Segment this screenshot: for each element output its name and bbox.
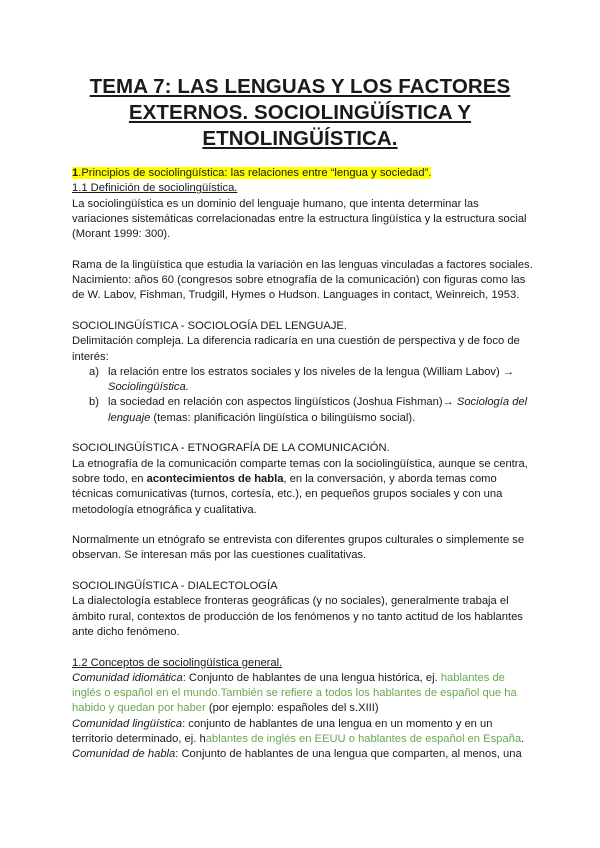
list-marker: a) [89, 365, 99, 378]
comunidad-linguistica-term: Comunidad lingüística [72, 717, 183, 730]
linguistica-example: ablantes de inglés en EEUU o hablantes de español en España [205, 732, 522, 745]
section-1-heading-text: .Principios de sociolingüística: las relaciones entre “lengua y sociedad”. [78, 167, 432, 179]
etnografia-paragraph-1: La etnografía de la comunicación comparte temas con la sociolingüística, aunque se centra, sobre todo, en acontecimientos de habla, en la conversación, y aborda temas como técnicas comunicativas (turnos, cortesía, etc.), en pequeños grupos sociales y con una metodología etnográfica y cualitativa. [72, 457, 528, 516]
subsection-1-1-heading: 1.1 Definición de sociolingüística. [72, 182, 238, 195]
sociologia-lenguaje-list [72, 365, 534, 426]
comunidad-idiomatica-term: Comunidad idiomática [72, 671, 183, 684]
dialectologia-heading: SOCIOLINGÜÍSTICA - DIALECTOLOGÍA [72, 580, 278, 593]
list-item [72, 395, 534, 426]
comunidad-habla-term: Comunidad de habla [72, 748, 176, 761]
comunidad-idiomatica-paragraph: Comunidad idiomática: Conjunto de hablantes de una lengua histórica, ej. hablantes de inglés o español en el mundo.También se refiere a todos los hablantes de español que ha habido y quedan por haber (por ejemplo: españoles del s.XIII) [72, 671, 517, 715]
list-item [72, 365, 534, 396]
title-line-3: ETNOLINGÜÍSTICA. [202, 127, 398, 150]
list-item-italic: Sociolingüística. [108, 381, 189, 394]
definition-paragraph: La sociolingüística es un dominio del lenguaje humano, que intenta determinar las variaciones sistemáticas correlacionadas entre la estructura lingüística y la estructura social (Morant 1999: 300). [72, 197, 527, 241]
subsection-1-2-heading: 1.2 Conceptos de sociolingüística general. [72, 656, 283, 669]
etnografia-paragraph-2: Normalmente un etnógrafo se entrevista con diferentes grupos culturales o simplemente se observan. Se interesan más por las cuestiones cualitativas. [72, 534, 525, 562]
title-line-1: TEMA 7: LAS LENGUAS Y LOS FACTORES [89, 75, 511, 98]
rama-paragraph: Rama de la lingüística que estudia la variación en las lenguas vinculadas a factores sociales. [72, 258, 533, 271]
list-item-text: la relación entre los estratos sociales y los niveles de la lengua (William Labov) → [108, 365, 515, 378]
list-item-italic: Sociología del lenguaje [108, 396, 528, 424]
sociologia-lenguaje-heading: SOCIOLINGÜÍSTICA - SOCIOLOGÍA DEL LENGUAJE. [72, 319, 347, 332]
dialectologia-paragraph: La dialectología establece fronteras geográficas (y no sociales), generalmente trabaja el ámbito rural, contextos de producción de los fenómenos y no tanto actitud de los hablantes ante dicho fenómeno. [72, 595, 523, 638]
idiomatica-example: hablantes de inglés o español en el mundo.También se refiere a todos los hablantes de español que ha habido y quedan por haber [72, 671, 517, 715]
sociologia-lenguaje-intro: Delimitación compleja. La diferencia radicaría en una cuestión de perspectiva y de foco de interés: [72, 335, 520, 363]
document-title [40, 74, 560, 152]
list-marker: b) [89, 396, 99, 409]
section-1-heading [72, 166, 534, 181]
comunidad-linguistica-paragraph: Comunidad lingüística: conjunto de hablantes de una lengua en un momento y en un territorio determinado, ej. hablantes de inglés en EEUU o hablantes de español en España. [72, 717, 525, 745]
document-body [72, 166, 534, 763]
section-1-number: 1 [72, 167, 79, 179]
list-item-text: la sociedad en relación con aspectos lingüísticos (Joshua Fishman)→ [108, 396, 457, 409]
acontecimientos-de-habla: acontecimientos de habla [146, 472, 284, 485]
etnografia-heading: SOCIOLINGÜÍSTICA - ETNOGRAFÍA DE LA COMUNICACIÓN. [72, 442, 390, 455]
list-item-tail: (temas: planificación lingüística o bilingüismo social). [150, 411, 416, 424]
title-line-2: EXTERNOS. SOCIOLINGÜÍSTICA Y [128, 101, 472, 124]
comunidad-habla-paragraph: Comunidad de habla: Conjunto de hablantes de una lengua que comparten, al menos, una [72, 748, 522, 761]
nacimiento-paragraph: Nacimiento: años 60 (congresos sobre etnografía de la comunicación) con figuras como las de W. Labov, Fishman, Trudgill, Hymes o Hudson. Languages in contact, Weinreich, 1953. [72, 274, 526, 302]
